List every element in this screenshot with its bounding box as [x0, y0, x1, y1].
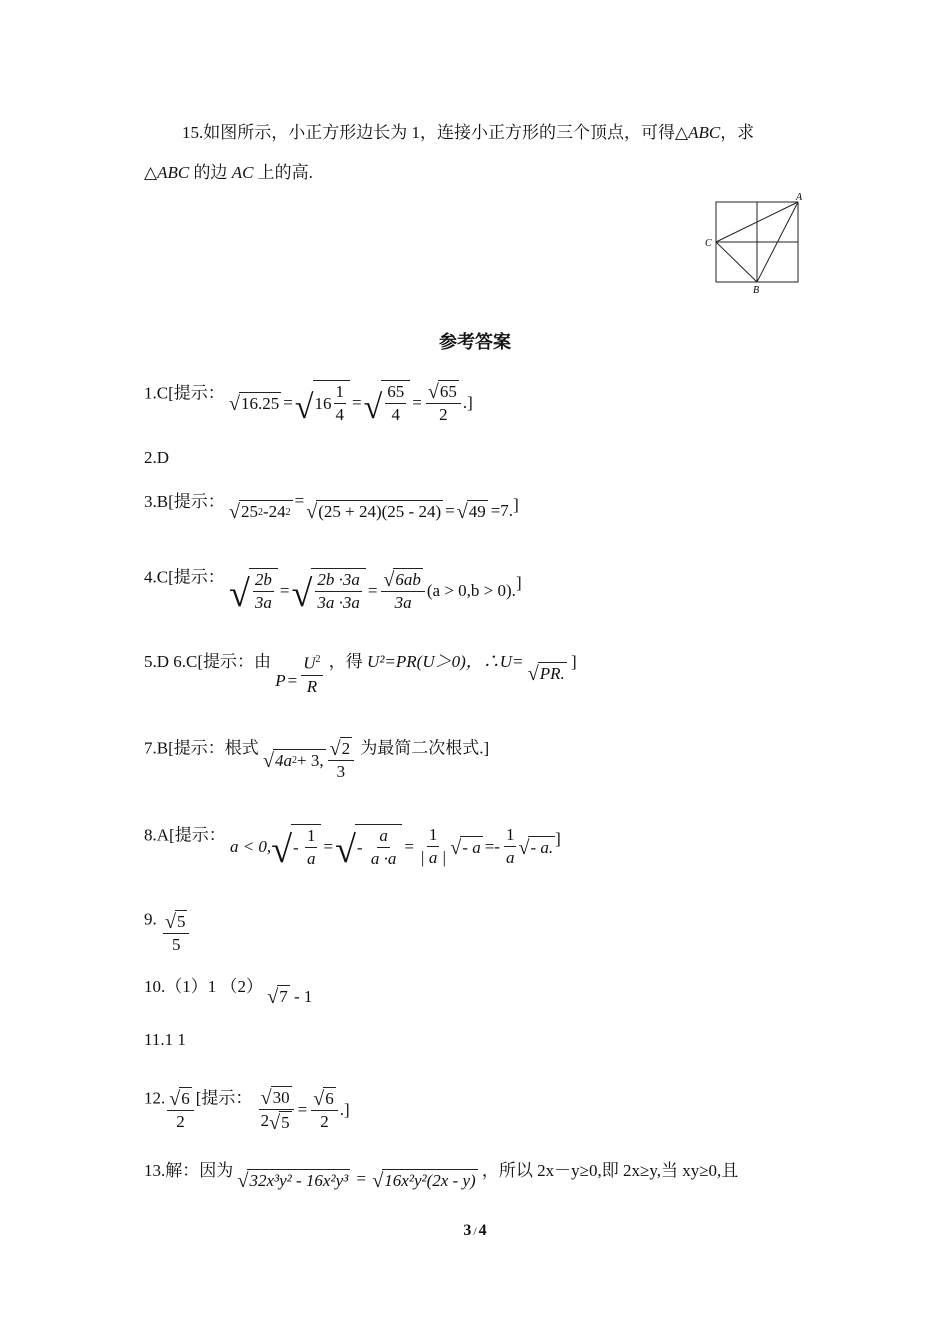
- bracket: ]: [515, 572, 522, 592]
- equals-sign: =: [352, 392, 362, 412]
- radicand: 49: [468, 502, 486, 522]
- sqrt-7: √ 7: [267, 986, 288, 1009]
- answer-prefix: 12.: [144, 1088, 166, 1108]
- sqrt-expression: √ 32x³y² - 16x²y³: [237, 1170, 349, 1193]
- radicand: 30: [272, 1088, 290, 1108]
- denominator: a: [505, 848, 515, 867]
- radicand: 6: [181, 1089, 190, 1109]
- fraction: √ 30 2 √ 5: [259, 1086, 294, 1133]
- radicand: 5: [281, 1113, 290, 1133]
- answer-text: 为最简二次根式.]: [360, 738, 490, 758]
- grid-triangle-figure: [700, 190, 810, 295]
- equals-sign: =: [283, 392, 293, 412]
- sqrt-expression: √ 16x²y²(2x - y): [372, 1170, 476, 1193]
- term: 4a: [274, 750, 292, 770]
- denominator: 4: [391, 405, 401, 425]
- minus-sign: -: [262, 502, 269, 522]
- term: + 3,: [296, 750, 324, 770]
- denominator: 2: [176, 1112, 185, 1132]
- denominator: R: [306, 676, 318, 696]
- coefficient: 2: [260, 1111, 270, 1131]
- denominator: 5: [171, 935, 181, 955]
- radicand: (25 + 24)(25 - 24): [318, 502, 442, 522]
- sqrt-neg-fraction: √ - $\frac{1}{a}$: [271, 824, 321, 869]
- condition: a < 0,: [229, 836, 272, 856]
- denominator: a: [306, 849, 316, 868]
- fraction: √ 6ab 3a: [381, 568, 424, 613]
- answer-text: - 1: [289, 987, 313, 1006]
- segment-cb: [716, 242, 757, 282]
- variable-p: P: [275, 671, 286, 691]
- equation: U²=PR(U＞0)，∴U=: [367, 652, 524, 672]
- answer-7: [144, 727, 490, 782]
- answer-text: [提示：: [195, 1088, 253, 1108]
- sqrt-product: √ (25 + 24)(25 - 24): [306, 501, 442, 524]
- fraction: [504, 825, 517, 868]
- denominator: 4: [335, 405, 344, 425]
- equals-sign: =: [294, 491, 305, 511]
- radicand: 7: [279, 987, 288, 1007]
- fraction: [301, 650, 322, 697]
- answer-prefix: 8.A[提示：: [144, 825, 226, 845]
- condition: (a > 0,b > 0).: [426, 580, 516, 600]
- numerator: a: [377, 826, 390, 848]
- triangle-name: ABC: [688, 123, 721, 142]
- answer-13: 13.解：因为 √ 32x³y² - 16x²y³ = √ 16x²y²(2x - y) ，所以 2x－y≥0,即 2x≥y,当 xy≥0,且: [144, 1161, 739, 1193]
- radicand: - a.: [530, 837, 554, 857]
- numerator: 2b: [253, 570, 274, 592]
- variable-u: U: [303, 653, 316, 673]
- answer-prefix: 7.B[提示：根式: [144, 738, 263, 758]
- problem-15-line-1: [182, 118, 754, 143]
- radicand: 6: [325, 1089, 334, 1109]
- answer-prefix: 9.: [144, 909, 161, 929]
- denominator: a ·a: [370, 849, 397, 868]
- answers-heading: 参考答案: [439, 332, 511, 353]
- radicand: 16x²y²(2x - y): [384, 1171, 476, 1191]
- radicand: 6ab: [395, 570, 421, 590]
- fraction: √ 65 2: [426, 380, 461, 425]
- problem-text: 的边: [189, 163, 232, 182]
- answer-1: [144, 372, 473, 427]
- sqrt-fraction: √ $\frac{2b}{3a}$: [229, 568, 278, 613]
- answer-prefix: 3.B[提示：: [144, 492, 225, 511]
- bracket: ]: [555, 828, 561, 848]
- label-c: C: [705, 238, 712, 249]
- side-name: AC: [231, 163, 254, 182]
- exponent: 2: [257, 506, 263, 518]
- answer-3: [144, 487, 519, 524]
- answer-8: 8.A[提示： a < 0, √ - $\frac{1}{a}$ = √ - $\frac{a}{a \cdot a}$ = $\frac{1}{| a |}$ √ - a =- $\frac{1}{a}$ √ - a. ]: [144, 825, 561, 871]
- answer-prefix: 10.（1）1 （2）: [144, 977, 268, 996]
- fraction: √ 5 5: [163, 910, 189, 955]
- numerator: 1: [305, 826, 318, 848]
- answer-11: 11.1 1: [144, 1030, 186, 1049]
- sqrt-neg-fraction: √ - $\frac{a}{a \cdot a}$: [335, 824, 402, 869]
- numerator: 2b ·3a: [315, 570, 362, 592]
- fraction: √ 6 2: [167, 1087, 193, 1132]
- page-number: [0, 1222, 950, 1240]
- answer-text: ，所以 2x－y≥0,即 2x≥y,当 xy≥0,且: [481, 1161, 739, 1180]
- denominator: 3a: [254, 593, 272, 613]
- problem-15-line-2: [144, 158, 313, 183]
- result: =7.: [490, 501, 514, 521]
- denominator: | a |: [419, 848, 447, 867]
- problem-text-end: ，求: [720, 123, 755, 142]
- equals-sign: =: [412, 392, 422, 412]
- sqrt-fraction: √ $\frac{65}{4}$: [364, 380, 411, 425]
- answer-5-6: 5.D 6.C[提示：由 P = $\frac{U^2}{R}$ ，得 U²=PR(U＞0)，∴U= √ PR. ]: [144, 640, 577, 687]
- denominator: 3a ·3a: [317, 593, 360, 613]
- sqrt-neg-a: √ - a.: [518, 836, 554, 859]
- sqrt-49: √ 49: [456, 501, 486, 524]
- triangle-name: ABC: [157, 163, 190, 182]
- radicand: 5: [176, 912, 186, 932]
- answer-12: 12. √ 6 2 [提示： √ 30 2 √ 5 = √ 6 2 .]: [144, 1087, 350, 1135]
- sqrt-fraction: √ $\frac{2b \cdot 3a}{3a \cdot 3a}$: [291, 568, 365, 613]
- radicand: 2: [341, 739, 351, 759]
- answer-2: 2.D: [144, 448, 170, 467]
- numerator: 1: [504, 825, 517, 847]
- answer-prefix: 5.D 6.C[提示：由: [144, 652, 276, 672]
- answer-end: .]: [462, 392, 473, 412]
- exponent: 2: [315, 654, 321, 665]
- denominator: 2: [439, 405, 448, 425]
- denominator: 3a: [394, 593, 412, 613]
- denominator: 2: [320, 1112, 329, 1132]
- exponent: 2: [291, 755, 297, 767]
- answer-prefix: 4.C[提示：: [144, 567, 225, 587]
- equals-sign: =: [445, 501, 455, 521]
- sqrt-16-25: √ 16.25: [229, 392, 280, 415]
- equals-neg: =-: [484, 836, 500, 856]
- problem-number: 15.: [182, 123, 204, 142]
- sqrt-difference-of-squares: √ 25 2 - 24 2: [229, 501, 291, 524]
- fraction: [418, 825, 448, 868]
- denominator: 3: [336, 762, 346, 782]
- sqrt-mixed-number: √ 16 $\frac{1}{4}$: [295, 380, 350, 425]
- whole-part: 16: [314, 393, 332, 413]
- answer-prefix: 13.解：因为: [144, 1161, 238, 1180]
- answer-10: [144, 972, 313, 1009]
- numerator: 1: [334, 382, 347, 404]
- radicand: - a: [462, 837, 481, 857]
- radicand: PR.: [539, 664, 565, 684]
- answer-prefix: 1.C[提示：: [144, 383, 225, 403]
- bracket: ]: [571, 652, 577, 672]
- current-page: 3: [463, 1222, 472, 1239]
- sqrt-4a2-plus-3: √ 4a 2 + 3,: [263, 749, 324, 772]
- label-a: A: [796, 192, 803, 203]
- exponent: 2: [285, 506, 291, 518]
- fraction: √ 2 3: [328, 737, 354, 782]
- answer-9: [144, 898, 191, 955]
- total-pages: 4: [478, 1222, 487, 1239]
- radicand: 65: [439, 382, 457, 402]
- answer-text: ，得: [328, 652, 368, 672]
- answer-end: .]: [339, 1099, 350, 1119]
- triangle-symbol: △: [144, 163, 158, 182]
- radicand: 32x³y² - 16x²y³: [249, 1171, 349, 1191]
- problem-text: 如图所示，小正方形边长为 1，连接小正方形的三个顶点，可得△: [203, 123, 689, 142]
- numerator: 65: [385, 382, 406, 404]
- label-b: B: [753, 285, 760, 295]
- numerator: 1: [427, 825, 440, 847]
- base: 24: [268, 502, 286, 522]
- radicand: 16.25: [240, 393, 280, 413]
- base: 25: [240, 502, 258, 522]
- problem-text-end: 上的高.: [253, 163, 313, 182]
- fraction: √ 6 2: [311, 1087, 337, 1132]
- bracket: ]: [513, 495, 519, 515]
- answer-4: 4.C[提示： √ $\frac{2b}{3a}$ = √ $\frac{2b \cdot 3a}{3a \cdot 3a}$ = √ 6ab 3a (a > 0,b > 0). ]: [144, 567, 522, 616]
- sqrt-neg-a: √ - a: [450, 836, 481, 859]
- sqrt-pr: √ PR.: [527, 663, 565, 686]
- page-separator: /: [473, 1224, 477, 1238]
